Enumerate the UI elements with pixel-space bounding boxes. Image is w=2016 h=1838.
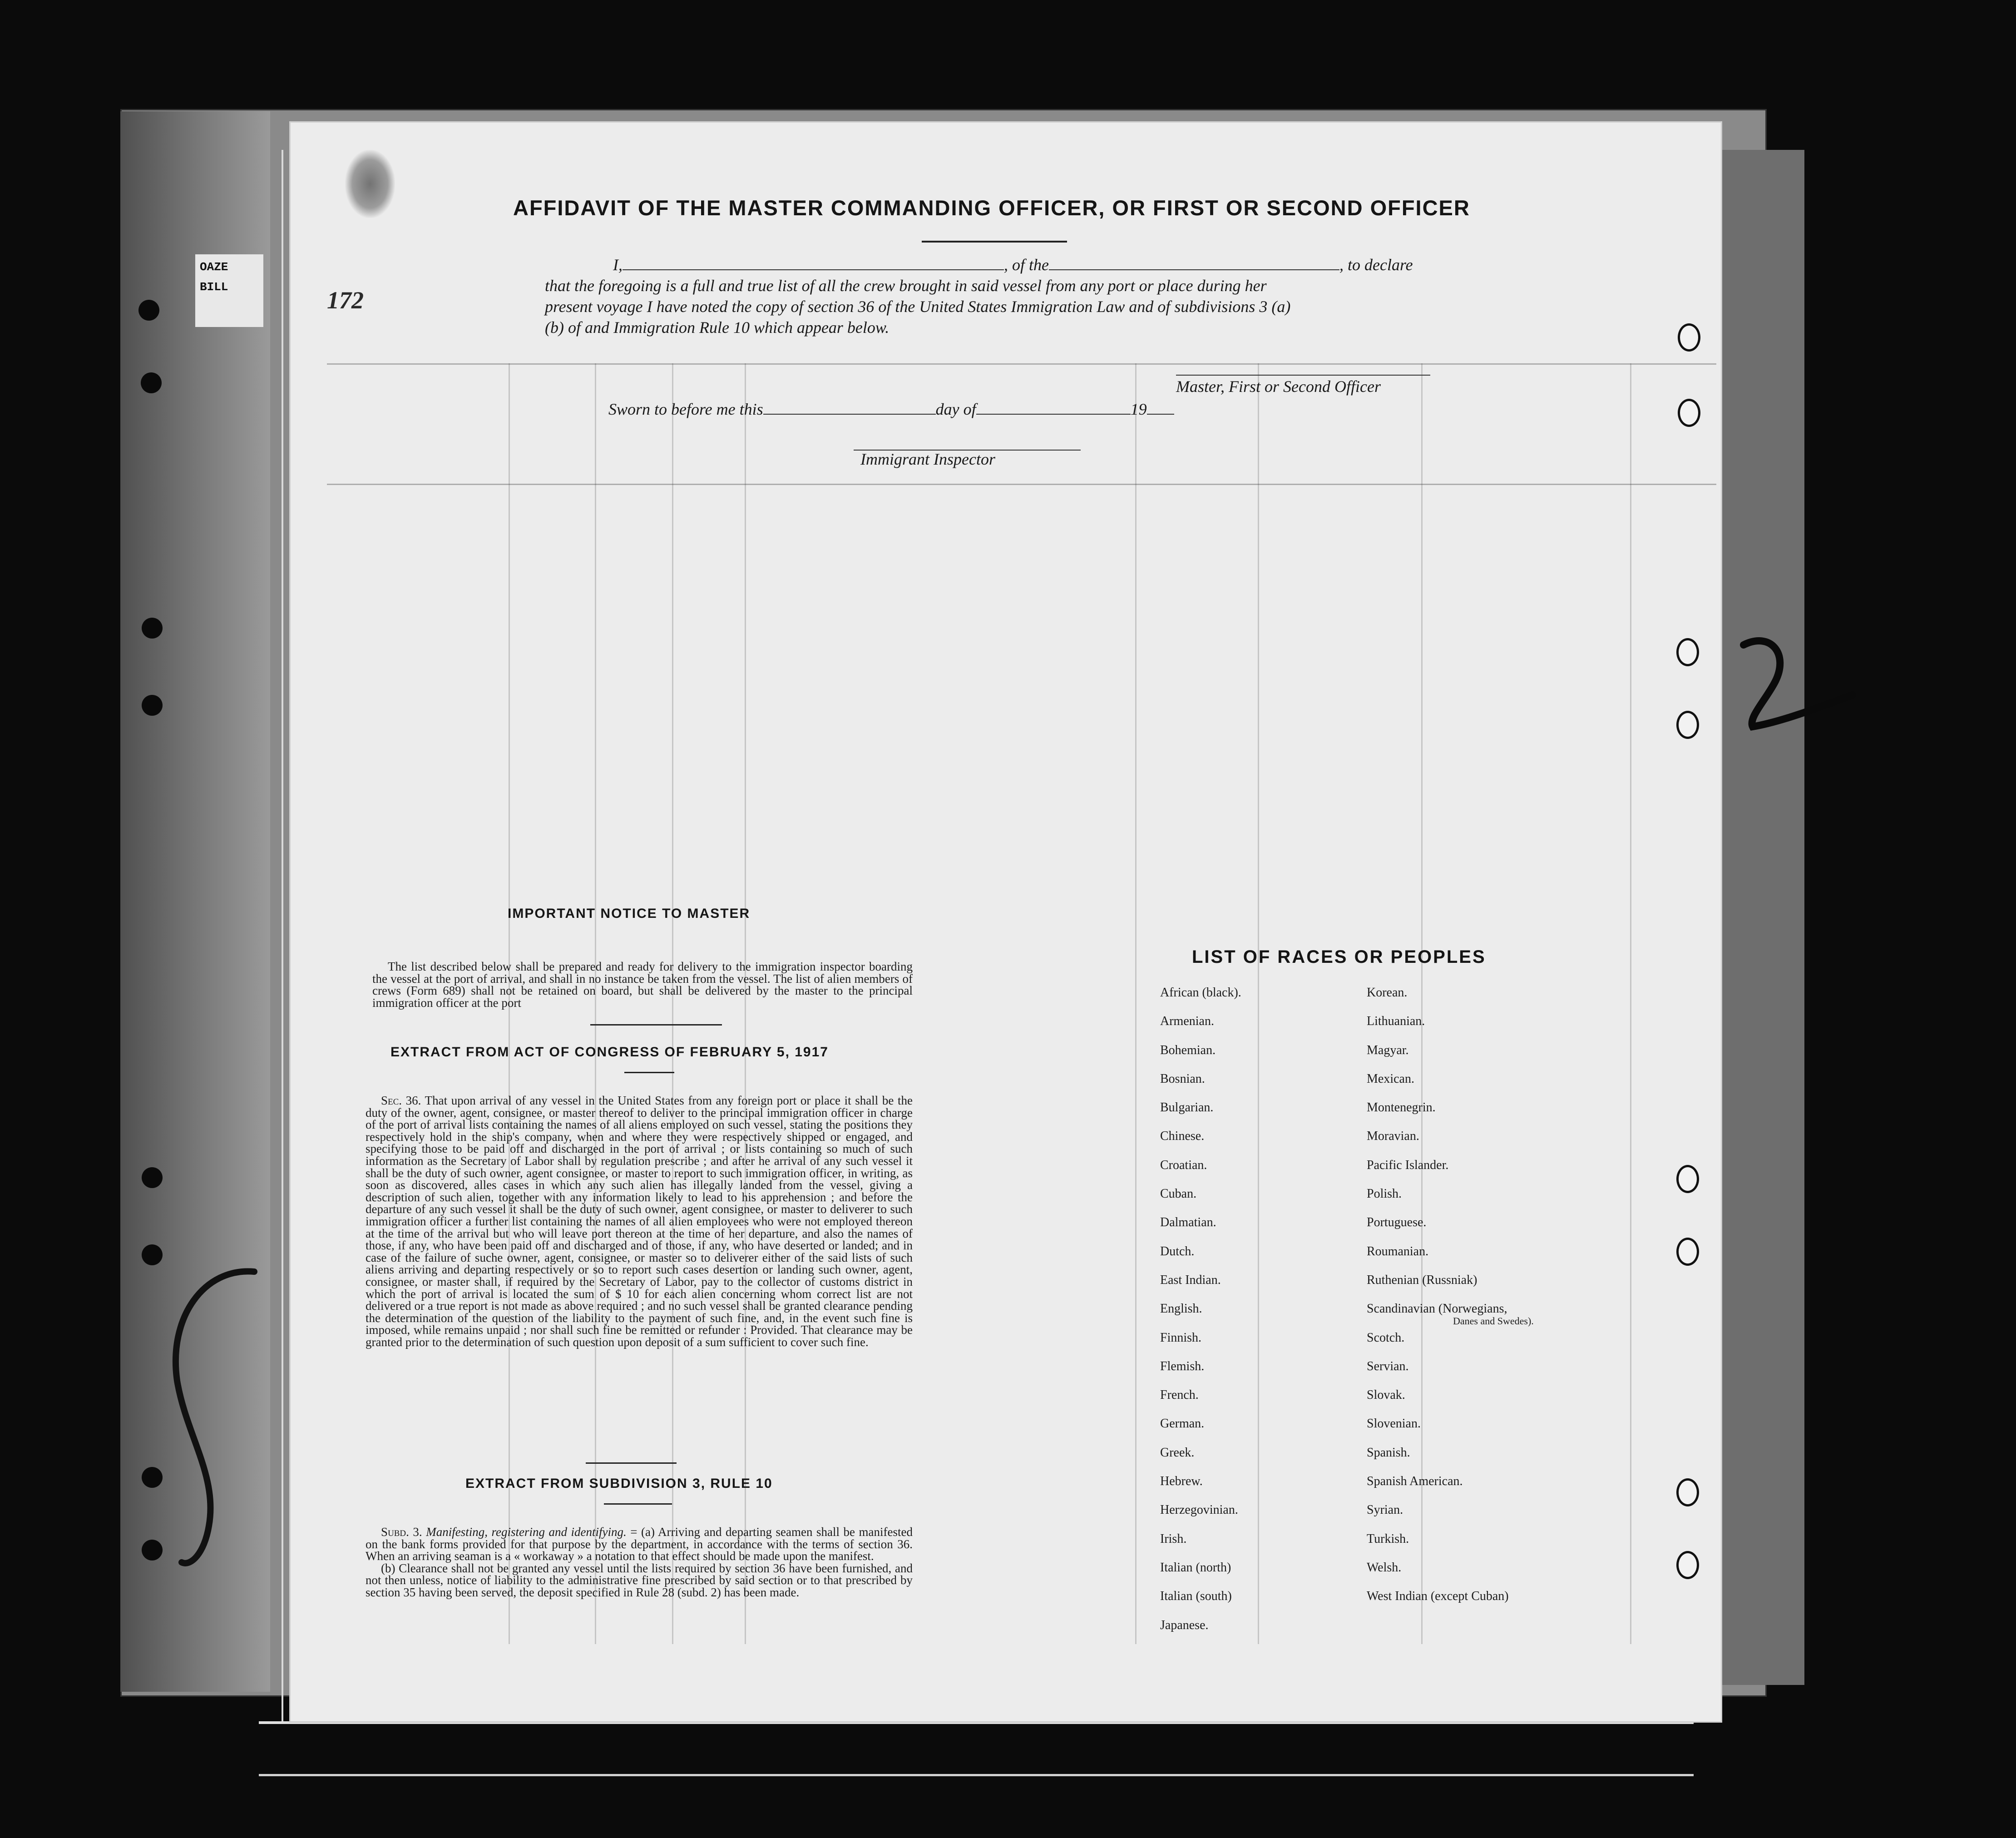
pen-mark-right xyxy=(1734,627,1862,745)
race-item: Irish. xyxy=(1160,1531,1187,1546)
race-item: Montenegrin. xyxy=(1367,1100,1436,1115)
punch-hole-right xyxy=(1676,1238,1699,1266)
race-item: Japanese. xyxy=(1160,1618,1209,1632)
inspector-label: Immigrant Inspector xyxy=(860,450,995,468)
race-item: Greek. xyxy=(1160,1445,1195,1460)
ghost-rule xyxy=(327,363,1716,365)
title-rule xyxy=(922,241,1067,243)
race-item: Herzegovinian. xyxy=(1160,1503,1238,1517)
race-item: Dalmatian. xyxy=(1160,1215,1216,1230)
race-item: Flemish. xyxy=(1160,1359,1205,1373)
act-end-rule xyxy=(586,1462,677,1464)
race-item: English. xyxy=(1160,1302,1202,1316)
race-item: French. xyxy=(1160,1388,1199,1402)
corner-stub: OAZE BILL xyxy=(195,254,263,327)
affidavit-text xyxy=(545,254,1435,338)
sworn-mid: day of xyxy=(935,400,976,418)
stamp-mark xyxy=(345,150,395,218)
rule-heading: EXTRACT FROM SUBDIVISION 3, RULE 10 xyxy=(465,1476,773,1491)
act-body: That upon arrival of any vessel in the United States from any foreign port or place it shall be the duty of the owner, agent, consignee, or master thereof to deliver to the principal immigration officer in charge of the port of arrival lists containing the names of all aliens employed on such vessel, stating the positions they respectively hold in the ship's company, when and where they were respectively shipped or engaged, and specifying those to be paid off and discharged in the port of arrival ; or lists containing so much of such information as the Secretary of Labor shall by regulation prescribe ; and after he arrival of any such vessel it shall be the duty of such owner, agent consignee, or master to report to such immigration officer, in writing, as soon as discovered, alles cases in which any such alien has illegally landed from the vessel, giving a description of such alien, together with any information likely to lead to his apprehension ; and before the departure of any such vessel it shall be the duty of such owner, agent consignee, or master to deliverer to such immigration officer a further list containing the names of all alien employees who were not employed thereon at the time of the arrival but who will leave port thereon at the time of her departure, and also the names of those, if any, who have been paid off and discharged and of those, if any, who have deserted or landed; and in case of the failure of suche owner, agent, consignee, or master so to deliverer either of the said lists of such aliens arriving and departing respectively or so to report such cases desertion or landing such owner, agent, consignee, or master shall, if required by the Secretary of Labor, pay to the collector of customs district in which the port of arrival is located the sum of $ 10 for each alien concerning whom correct list are not delivered or a true report is not made as above required ; and no such vessel shall be granted clearance pending the determination of the question of the liability to the payment of such fine, and, in the event such fine is imposed, while remains unpaid ; nor shall such fine be remitted or refunder : Provided. That clearance may be granted prior to the determination of such question upon deposit of a sum sufficient to cover such fine. xyxy=(366,1094,913,1349)
affidavit-line-1-start: I, xyxy=(613,256,623,274)
rule-text-b: (b) Clearance shall not be granted any vessel until the lists required by section 36 have been furnished, and not then unless, notice of liability to the administrative fine prescribed by said section or to that prescribed by section 35 having been served, the deposit specified in Rule 28 (subd. 2) has been made. xyxy=(366,1561,913,1599)
race-item: Slovenian. xyxy=(1367,1417,1421,1431)
race-item: Cuban. xyxy=(1160,1187,1197,1201)
race-item: Portuguese. xyxy=(1367,1215,1427,1230)
race-item: Polish. xyxy=(1367,1187,1402,1201)
race-item: Servian. xyxy=(1367,1359,1409,1373)
race-item: Lithuanian. xyxy=(1367,1014,1425,1029)
sworn-year: 19 xyxy=(1130,400,1147,418)
race-item: Scandinavian (Norwegians, Danes and Swedes). xyxy=(1367,1302,1534,1327)
race-item: Mexican. xyxy=(1367,1071,1414,1086)
sworn-start: Sworn to before me this xyxy=(608,400,763,418)
race-item: Magyar. xyxy=(1367,1043,1409,1057)
punch-hole-right xyxy=(1676,1165,1699,1193)
race-item: West Indian (except Cuban) xyxy=(1367,1589,1509,1604)
ghost-rule xyxy=(327,484,1716,485)
punch-hole-right xyxy=(1678,323,1700,352)
race-item: Ruthenian (Russniak) xyxy=(1367,1273,1477,1287)
bottom-page-edges xyxy=(259,1721,1694,1776)
punch-hole-right xyxy=(1676,711,1699,739)
affidavit-line-2: that the foregoing is a full and true list of all the crew brought in said vessel from any port or place during her xyxy=(545,277,1267,295)
race-item: German. xyxy=(1160,1417,1205,1431)
rule-lead-italic: Manifesting, registering and identifying. xyxy=(426,1525,627,1539)
race-item: Armenian. xyxy=(1160,1014,1214,1029)
punch-hole-right xyxy=(1678,399,1700,427)
races-column-1 xyxy=(1160,986,1241,1647)
affidavit-line-4: (b) of and Immigration Rule 10 which appear below. xyxy=(545,318,889,337)
vessel-name-field[interactable] xyxy=(1049,269,1339,270)
sworn-day-field[interactable] xyxy=(763,414,936,415)
race-item: Italian (south) xyxy=(1160,1589,1232,1604)
race-item: Roumanian. xyxy=(1367,1244,1429,1258)
race-item: Welsh. xyxy=(1367,1560,1402,1575)
punch-hole xyxy=(142,695,163,716)
ghost-rule xyxy=(1630,363,1631,1644)
rule-text-a: = (a) Arriving and departing seamen shall be manifested on the bank forms provided for that purpose by the department, in accordance with the terms of section 36. When an arriving seaman is a « workaway » a notation to that effect should be made upon the manifest. xyxy=(366,1525,913,1563)
pen-mark-left xyxy=(150,1263,268,1571)
race-item: Croatian. xyxy=(1160,1158,1207,1172)
sworn-month-field[interactable] xyxy=(976,414,1131,415)
act-lead: Sec. 36. xyxy=(381,1094,421,1107)
act-text xyxy=(366,1095,913,1348)
race-item: Bosnian. xyxy=(1160,1071,1205,1086)
race-item: Syrian. xyxy=(1367,1503,1403,1517)
notice-heading: IMPORTANT NOTICE TO MASTER xyxy=(508,906,751,921)
race-item: East Indian. xyxy=(1160,1273,1221,1287)
race-item: Bohemian. xyxy=(1160,1043,1216,1057)
rule-lead: Subd. 3. xyxy=(381,1525,422,1539)
punch-hole xyxy=(141,372,162,393)
race-item: Bulgarian. xyxy=(1160,1100,1214,1115)
sworn-text xyxy=(608,400,1174,419)
race-item: Finnish. xyxy=(1160,1330,1202,1345)
master-signature-line[interactable] xyxy=(1176,375,1430,376)
race-item: Turkish. xyxy=(1367,1531,1409,1546)
document-number: 172 xyxy=(327,287,364,314)
rule-rule xyxy=(604,1503,672,1505)
ghost-rule xyxy=(1135,363,1136,1644)
affidavit-title: AFFIDAVIT OF THE MASTER COMMANDING OFFICER, OR FIRST OR SECOND OFFICER xyxy=(513,196,1470,220)
race-item: Slovak. xyxy=(1367,1388,1405,1402)
race-item: Pacific Islander. xyxy=(1367,1158,1449,1172)
master-signature-label: Master, First or Second Officer xyxy=(1176,377,1381,396)
punch-hole xyxy=(142,1167,163,1188)
affidavit-line-1 xyxy=(545,254,1435,275)
race-item: Hebrew. xyxy=(1160,1474,1203,1489)
punch-hole-right xyxy=(1676,638,1699,666)
race-item-sub: Danes and Swedes). xyxy=(1453,1315,1534,1327)
affidavit-line-1-end: , to declare xyxy=(1339,256,1413,274)
master-name-field[interactable] xyxy=(623,269,1004,270)
punch-hole-right xyxy=(1676,1551,1699,1579)
races-column-2 xyxy=(1367,986,1534,1618)
race-item: Italian (north) xyxy=(1160,1560,1231,1575)
notice-text: The list described below shall be prepared and ready for delivery to the immigration inspector boarding the vessel at the port of arrival, and shall in no instance be taken from the vessel. The list of alien members of crews (Form 689) shall not be retained on board, but shall be delivered by the master to the principal immigration officer at the port xyxy=(372,960,913,1010)
act-rule xyxy=(624,1072,674,1073)
race-item: Moravian. xyxy=(1367,1129,1419,1144)
affidavit-line-1-mid: , of the xyxy=(1004,256,1049,274)
race-item: Dutch. xyxy=(1160,1244,1195,1258)
race-item: Korean. xyxy=(1367,986,1408,1000)
race-item: Spanish American. xyxy=(1367,1474,1463,1489)
ghost-rule xyxy=(1258,363,1259,1644)
notice-rule xyxy=(590,1024,722,1026)
race-item: Chinese. xyxy=(1160,1129,1205,1144)
race-item: Scotch. xyxy=(1367,1330,1405,1345)
affidavit-line-3: present voyage I have noted the copy of section 36 of the United States Immigration Law and of subdivisions 3 (a) xyxy=(545,297,1291,316)
right-backing-strip xyxy=(1707,150,1804,1685)
punch-hole xyxy=(142,618,163,639)
race-item: Spanish. xyxy=(1367,1445,1410,1460)
sworn-year-field[interactable] xyxy=(1147,414,1174,415)
punch-hole xyxy=(138,300,159,321)
punch-hole-right xyxy=(1676,1478,1699,1506)
race-item: African (black). xyxy=(1160,986,1241,1000)
rule-text xyxy=(366,1526,913,1599)
races-heading: LIST OF RACES OR PEOPLES xyxy=(1192,947,1486,967)
act-heading: EXTRACT FROM ACT OF CONGRESS OF FEBRUARY 5, 1917 xyxy=(390,1045,829,1060)
